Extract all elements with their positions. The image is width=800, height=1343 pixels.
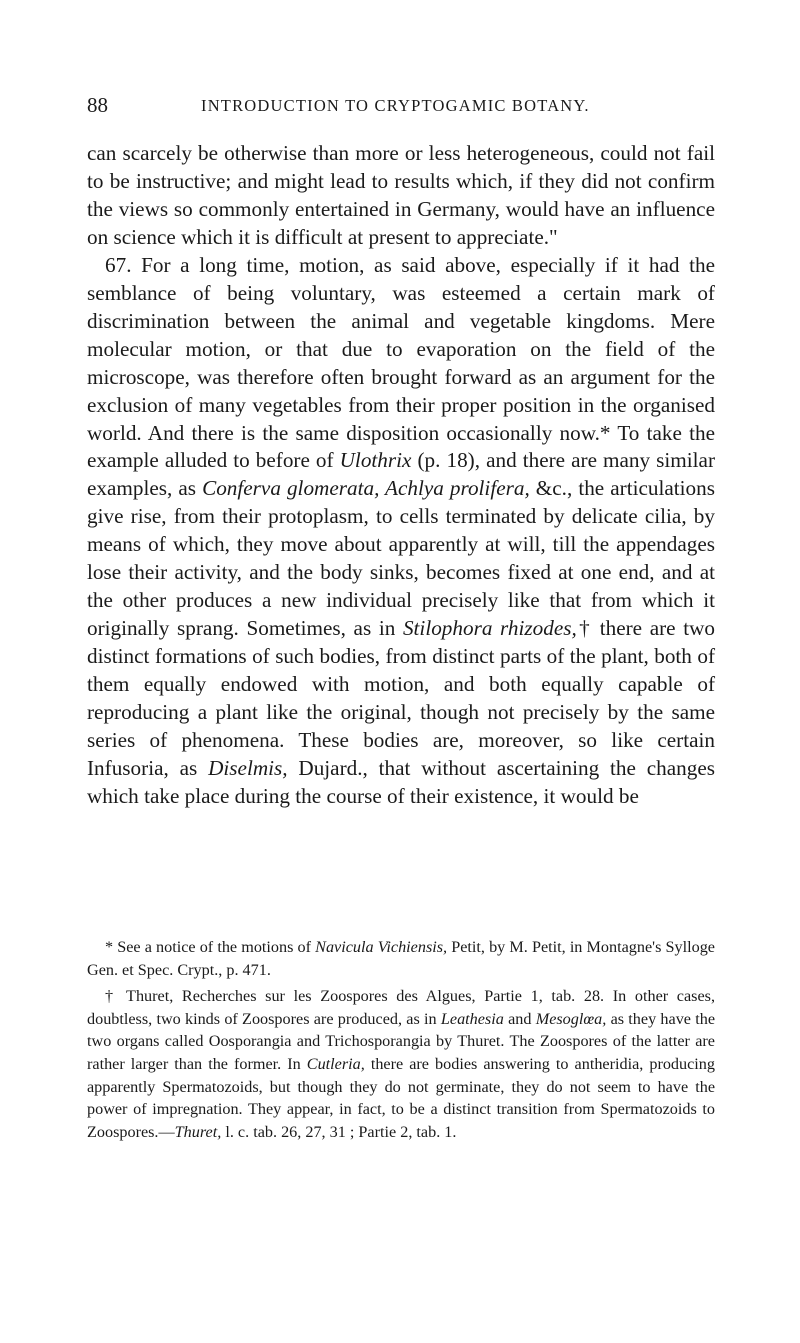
taxon-name: Navicula Vichiensis, <box>315 938 448 956</box>
paragraph-text: † there are two distinct formations of such bodies, from distinct parts of the plant, both of them equally endowed with motion, and both equally capable of reproducing a plant like the original, though not precisely by the same series of phenomena. These bodies are, moreover, so like certain Infusoria, as <box>87 616 715 780</box>
page-number: 88 <box>87 93 108 117</box>
footnote-text: l. c. tab. 26, 27, 31 ; Partie 2, tab. 1. <box>221 1122 457 1141</box>
footnote-text: Petit, by M. Petit, in Montagne's Sylloge Gen. et Spec. Crypt., p. 471. <box>87 938 715 979</box>
taxon-name: Leathesia <box>440 1009 504 1028</box>
paragraph-text: 67. For a long time, motion, as said above, especially if it had the semblance of being voluntary, was esteemed a certain mark of discrimination between the animal and vegetable kingdoms. Mere molecular motion, or that due to evaporation on the field of the microscope, was therefore often brought forward as an argument for the exclusion of many vegetables from their proper position in the organised world. And there is the same disposition occasionally now.* To take the example alluded to before of <box>87 252 715 473</box>
paragraph-text: Dujard., that without ascertaining the changes which take place during the course of their existence, it would be <box>87 755 715 808</box>
running-head: INTRODUCTION TO CRYPTOGAMIC BOTANY. <box>201 96 590 115</box>
author-citation: Thuret, <box>174 1122 222 1141</box>
taxon-name: Stilophora rhizodes, <box>402 616 577 641</box>
taxon-name: Diselmis, <box>208 755 288 780</box>
footnote-2 <box>87 985 715 1143</box>
taxon-name: Ulothrix <box>339 448 412 473</box>
paragraph-continuation <box>87 140 715 252</box>
paragraph-text: &c., the articulations give rise, from their protoplasm, to cells terminated by delicate cilia, by means of which, they move about apparently at will, till the appendages lose their activity, and the body sinks, becomes fixed at one end, and at the other produces a new individual precisely like that from which it originally sprang. Sometimes, as in <box>87 476 715 641</box>
book-page <box>87 0 715 1343</box>
page-header <box>87 93 715 119</box>
footnote-text: as they have the two organs called Oosporangia and Trichosporangia by Thuret. The Zoospores of the latter are rather larger than the former. In <box>87 1009 716 1073</box>
footnote-text: † Thuret, Recherches sur les Zoospores des Algues, Partie 1, tab. 28. In other cases, doubtless, two kinds of Zoospores are produced, as in <box>87 987 715 1028</box>
footnote-text: there are bodies answering to antheridia, producing apparently Spermatozoids, but though they do not germinate, they do not seem to have the power of impregnation. They appear, in fact, to be a distinct transition from Spermatozoids to Zoospores.— <box>87 1054 715 1141</box>
paragraph-text: (p. 18), and there are many similar examples, as <box>87 448 715 501</box>
taxon-name: Cutleria, <box>306 1054 365 1073</box>
paragraph-text: can scarcely be otherwise than more or less heterogeneous, could not fail to be instructive; and might lead to results which, if they did not confirm the views so commonly entertained in Germany, would have an influence on science which it is difficult at present to appreciate." <box>87 141 715 249</box>
body-text <box>87 140 715 811</box>
paragraph-67 <box>87 252 715 811</box>
footnote-1 <box>87 936 715 981</box>
footnote-text: and <box>503 1009 536 1028</box>
taxon-name: Conferva glomerata, Achlya prolifera, <box>202 476 530 501</box>
taxon-name: Mesoglœa, <box>535 1009 607 1028</box>
footnotes <box>87 936 715 1143</box>
footnote-text: * See a notice of the motions of <box>105 938 316 956</box>
